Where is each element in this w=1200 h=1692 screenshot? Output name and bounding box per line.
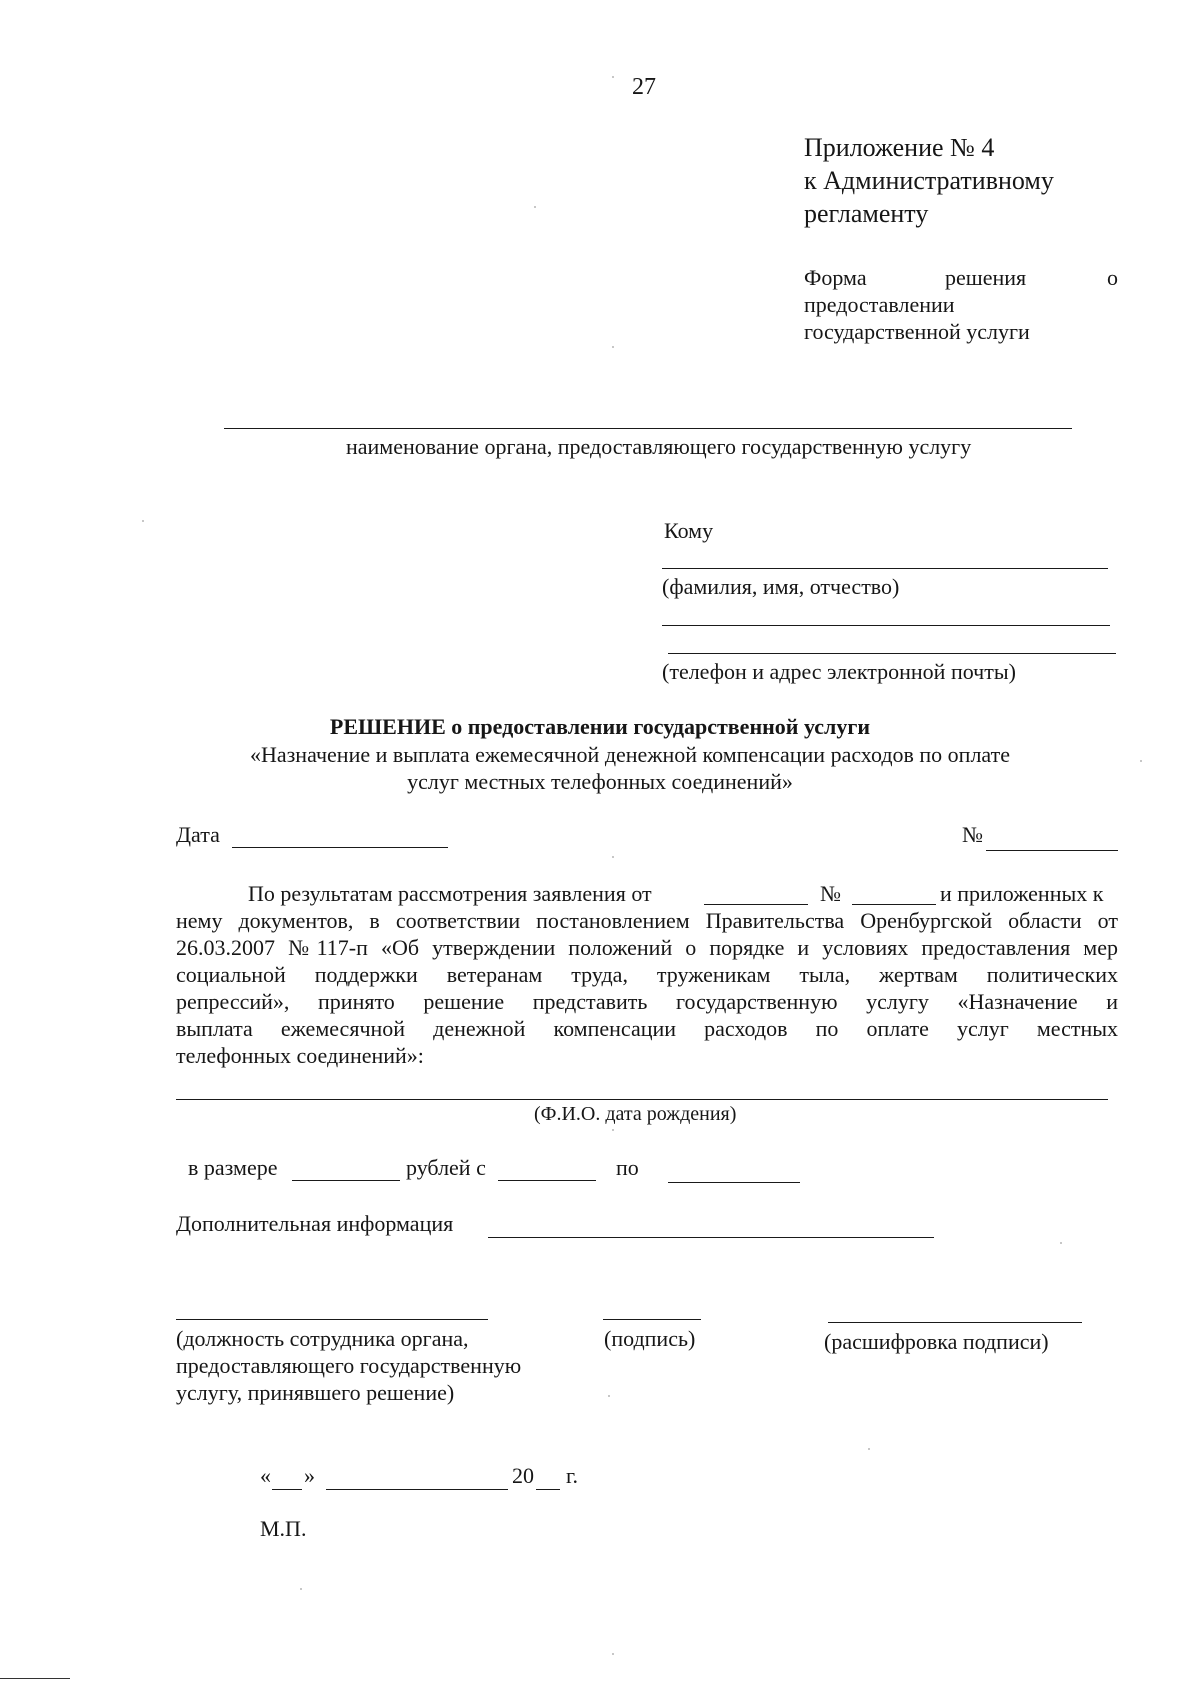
amount-rubles-from: рублей с	[406, 1155, 486, 1180]
form-title-line-3: государственной услуги	[804, 319, 1030, 344]
recipient-contact-caption: (телефон и адрес электронной почты)	[662, 659, 1016, 684]
month-line	[326, 1489, 508, 1490]
additional-info-line	[488, 1237, 934, 1238]
appendix-line-1: Приложение № 4	[804, 133, 995, 162]
amount-to: по	[616, 1155, 639, 1180]
amount-end-date-line	[668, 1182, 800, 1183]
date-label: Дата	[176, 822, 220, 847]
recipient-contact-line-1	[662, 625, 1110, 626]
decision-title: РЕШЕНИЕ о предоставлении государственной услуги	[329, 714, 871, 739]
speck	[612, 856, 614, 858]
form-title-word-1: Форма	[804, 265, 867, 290]
body-line-2: нему документов, в соответствии постановлением Правительства Оренбургской области от	[176, 908, 1118, 933]
date-open-quote: «	[260, 1463, 271, 1488]
decoding-line	[828, 1322, 1082, 1323]
speck	[612, 76, 614, 78]
signature-caption: (подпись)	[604, 1326, 696, 1351]
date-line	[232, 847, 448, 848]
authority-caption: наименование органа, предоставляющего государственную услугу	[346, 434, 972, 459]
position-caption-line-2: предоставляющего государственную	[176, 1353, 522, 1378]
decoding-caption: (расшифровка подписи)	[824, 1329, 1049, 1354]
appendix-line-2: к Административному	[804, 166, 1054, 195]
form-title-word-2: решения	[945, 265, 1027, 290]
recipient-fio-caption: (фамилия, имя, отчество)	[662, 574, 900, 599]
decision-subtitle-line-1: «Назначение и выплата ежемесячной денежной компенсации расходов по оплате	[249, 742, 1011, 767]
speck	[612, 1129, 614, 1131]
number-line	[986, 850, 1118, 851]
speck	[608, 1395, 610, 1397]
body-line-1-b: №	[820, 881, 841, 906]
body-line-4: социальной поддержки ветеранам труда, труженикам тыла, жертвам политических	[176, 962, 1118, 987]
form-title-line-2: предоставлении	[804, 292, 955, 317]
body-line-1-c: и приложенных к	[940, 881, 1104, 906]
position-line	[176, 1319, 488, 1320]
body-line-1-a: По результатам рассмотрения заявления от	[248, 881, 652, 906]
speck	[300, 1588, 302, 1590]
day-line	[272, 1489, 302, 1490]
form-title-word-3: о	[1107, 265, 1118, 290]
speck	[612, 346, 614, 348]
recipient-name-line	[662, 568, 1108, 569]
number-label: №	[962, 822, 983, 847]
speck	[868, 1448, 870, 1450]
amount-value-line	[292, 1180, 400, 1181]
position-caption-line-1: (должность сотрудника органа,	[176, 1326, 469, 1351]
speck	[142, 520, 144, 522]
fio-dob-line	[176, 1099, 1108, 1100]
body-line-6: выплата ежемесячной денежной компенсации расходов по оплате услуг местных	[176, 1016, 1118, 1041]
fio-dob-caption: (Ф.И.О. дата рождения)	[534, 1103, 737, 1125]
additional-info-label: Дополнительная информация	[176, 1211, 454, 1236]
year-prefix: 20	[512, 1463, 534, 1488]
amount-prefix: в размере	[188, 1155, 278, 1180]
speck	[612, 1653, 614, 1655]
position-caption-line-3: услугу, принявшего решение)	[176, 1380, 455, 1405]
recipient-to-label: Кому	[664, 518, 714, 543]
recipient-contact-line-2	[668, 653, 1116, 654]
date-close-quote: »	[304, 1463, 315, 1488]
body-line-3: 26.03.2007 №117-п «Об утверждении положений о порядке и условиях предоставления мер	[176, 935, 1118, 960]
signature-line	[603, 1319, 701, 1320]
page-number: 27	[632, 74, 656, 100]
decision-subtitle-line-2: услуг местных телефонных соединений»	[407, 769, 793, 794]
seal-mark: М.П.	[260, 1516, 307, 1541]
body-line-5: репрессий», принято решение представить государственную услугу «Назначение и	[176, 989, 1118, 1014]
speck	[1140, 760, 1142, 762]
amount-start-date-line	[498, 1180, 596, 1181]
authority-name-line	[224, 428, 1072, 429]
bottom-edge-rule	[0, 1678, 70, 1679]
speck	[1060, 1242, 1062, 1244]
application-number-line	[852, 904, 936, 905]
speck	[534, 206, 536, 208]
year-suffix: г.	[566, 1463, 579, 1488]
appendix-line-3: регламенту	[804, 199, 929, 228]
year-line	[536, 1489, 560, 1490]
body-line-7: телефонных соединений»:	[176, 1043, 424, 1068]
application-date-line	[704, 904, 808, 905]
